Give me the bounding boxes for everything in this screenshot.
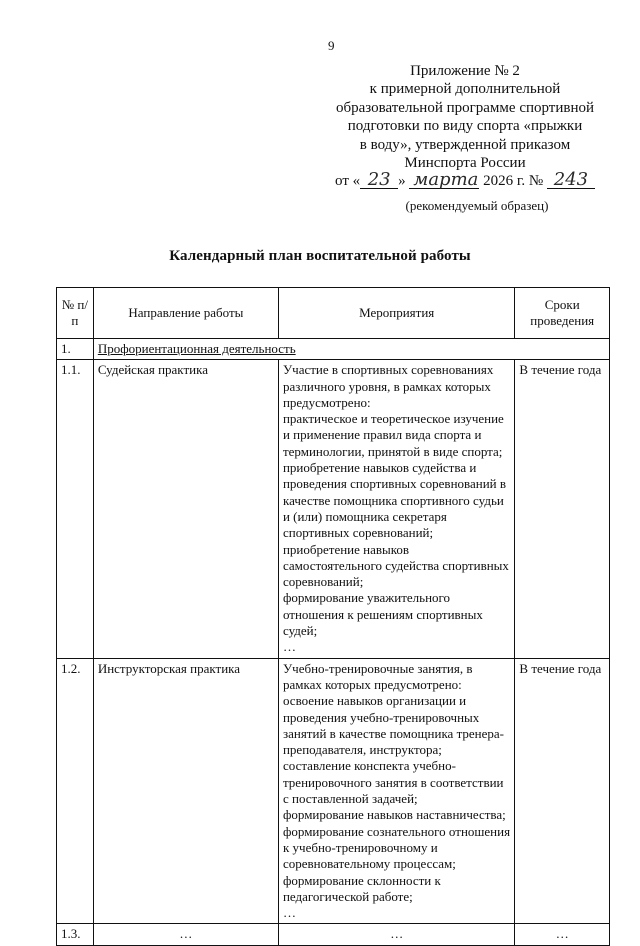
- activity-item: приобретение навыков самостоятельного судейства спортивных соревнований;: [282, 541, 509, 590]
- appendix-line: Приложение № 2: [410, 63, 520, 79]
- row-activities: [278, 658, 514, 924]
- table-row: [57, 360, 610, 658]
- section-number: 1.: [57, 339, 94, 360]
- row-period: …: [515, 924, 610, 945]
- recommended-sample-note: (рекомендуемый образец): [405, 198, 549, 213]
- page-number: 9: [328, 38, 335, 53]
- section-row: [57, 339, 610, 360]
- plan-table: [56, 287, 610, 946]
- row-number: 1.2.: [57, 658, 94, 924]
- activity-item: формирование уважительного отношения к решениям спортивных судей;: [282, 590, 483, 639]
- handwritten-order-number: 243: [547, 172, 595, 189]
- appendix-line: к примерной дополнительной: [369, 81, 561, 98]
- table-header-row: [57, 288, 610, 339]
- activity-item: формирование склонности к педагогической работе;: [282, 872, 441, 904]
- date-mid: »: [398, 173, 406, 190]
- activity-item: практическое и теоретическое изучение и применение правил вида спорта и терминологии, принятой в виде спорта;: [282, 411, 504, 459]
- table-row: [57, 924, 610, 945]
- table-row: [57, 658, 610, 924]
- header-direction: Направление работы: [93, 288, 278, 339]
- activity-item: …: [390, 926, 404, 942]
- order-date-line: [320, 169, 610, 191]
- activity-item: составление конспекта учебно-тренировочного занятия в соответствии с поставленной задачей;: [282, 758, 504, 807]
- activity-item: освоение навыков организации и проведения учебно-тренировочных занятий в качестве помощника тренера-преподавателя, инструктора;: [282, 693, 505, 758]
- header-period: Сроки проведения: [515, 288, 610, 339]
- appendix-line: подготовки по виду спорта «прыжки: [347, 118, 583, 135]
- activity-item: приобретение навыков судейства и проведения спортивных соревнований в качестве помощника спортивного судьи и (или) помощника секретаря спортивных соревнований;: [282, 460, 507, 541]
- activity-item: Участие в спортивных соревнованиях различного уровня, в рамках которых предусмотрено:: [282, 362, 494, 410]
- header-activities: Мероприятия: [278, 288, 514, 339]
- appendix-header: [320, 62, 610, 191]
- activity-item: …: [282, 639, 296, 655]
- activity-item: …: [282, 905, 296, 921]
- appendix-line: в воду», утвержденной приказом: [359, 136, 571, 153]
- row-activities: [278, 924, 514, 945]
- date-suffix: 2026 г. №: [483, 173, 544, 190]
- appendix-line: Минспорта России: [404, 155, 526, 172]
- date-prefix: от «: [335, 173, 361, 190]
- document-title: Календарный план воспитательной работы: [169, 248, 471, 264]
- section-title: Профориентационная деятельность: [93, 339, 609, 360]
- activity-item: формирование навыков наставничества;: [282, 807, 506, 823]
- handwritten-day: 23: [360, 172, 398, 189]
- row-number: 1.1.: [57, 360, 94, 658]
- activity-item: Учебно-тренировочные занятия, в рамках которых предусмотрено:: [282, 660, 473, 692]
- row-activities: [278, 360, 514, 658]
- row-direction: Инструкторская практика: [93, 658, 278, 924]
- row-direction: …: [93, 924, 278, 945]
- header-number: № п/п: [57, 288, 94, 339]
- activity-item: формирование сознательного отношения к учебно-тренировочному и соревновательному процессам;: [282, 823, 511, 872]
- row-period: В течение года: [515, 658, 610, 924]
- appendix-line: образовательной программе спортивной: [335, 99, 595, 116]
- row-period: В течение года: [515, 360, 610, 658]
- handwritten-month: марта: [409, 172, 479, 189]
- row-number: 1.3.: [57, 924, 94, 945]
- row-direction: Судейская практика: [93, 360, 278, 658]
